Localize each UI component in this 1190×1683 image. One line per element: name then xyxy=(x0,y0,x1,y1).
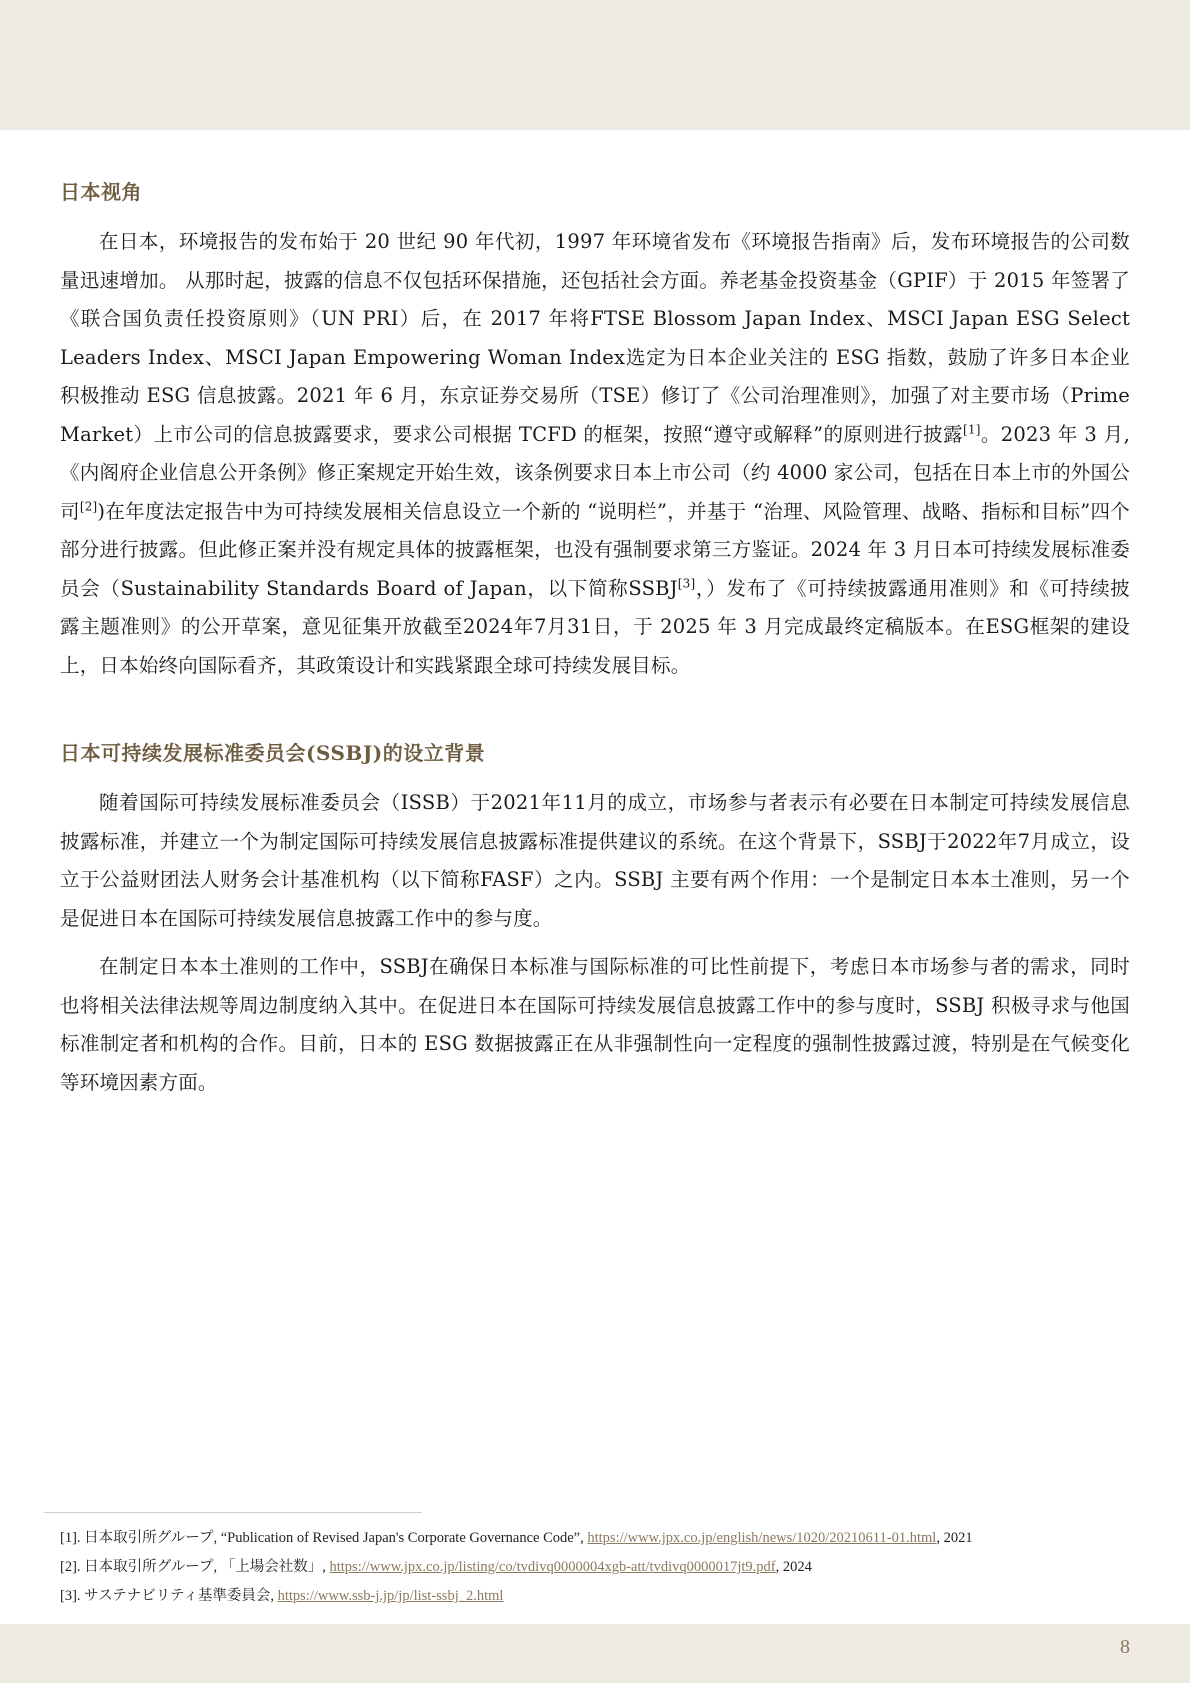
footnote-link[interactable]: https://www.ssb-j.jp/jp/list-ssbj_2.html xyxy=(277,1588,504,1604)
footnotes xyxy=(60,1524,1140,1611)
header-band xyxy=(0,0,1190,130)
footnote-link[interactable]: https://www.jpx.co.jp/english/news/1020/20210611-01.html xyxy=(587,1530,937,1546)
footnote-link[interactable]: https://www.jpx.co.jp/listing/co/tvdivq0000004xgb-att/tvdivq0000017jt9.pdf xyxy=(329,1559,776,1575)
footnote-1 xyxy=(60,1524,1140,1553)
section-heading-ssbj-background: 日本可持续发展标准委员会(SSBJ)的设立背景 xyxy=(60,741,486,765)
section-heading-japan-perspective: 日本视角 xyxy=(60,180,142,204)
paragraph-text: 在日本，环境报告的发布始于 20 世纪 90 年代初，1997 年环境省发布《环境报告指南》后，发布环境报告的公司数量迅速增加。 从那时起，披露的信息不仅包括环保措施，还包括社会方面。养老基金投资基金（GPIF）于 2015 年签署了《联合国负责任投资原则》（UN PRI）后，在 2017 年将FTSE Blossom Japan Index、MSCI Japan ESG Select Leaders Index、MSCI Japan Empowering Woman Index选定为日本企业关注的 ESG 指数，鼓励了许多日本企业积极推动 ESG 信息披露。2021 年 6 月，东京证券交易所（TSE）修订了《公司治理准则》，加强了对主要市场（Prime Market）上市公司的信息披露要求，要求公司根据 TCFD 的框架，按照“遵守或解释”的原则进行披露 xyxy=(60,230,1130,446)
footer-band xyxy=(0,1624,1190,1683)
footnote-ref-3[interactable]: [3] xyxy=(677,576,696,590)
footnote-text: [1]. 日本取引所グループ, “Publication of Revised Japan's Corporate Governance Code”, xyxy=(60,1530,588,1546)
page-number: 8 xyxy=(1120,1636,1130,1658)
paragraph-text: 。2023 年 3 月,《内阁府企业信息公开条例》修正案规定开始生效，该条例要求日本上市公司（约 4000 家公司，包括在日本上市的外国公司 xyxy=(60,422,1130,523)
footnote-text: [2]. 日本取引所グループ, 「上場会社数」, xyxy=(60,1559,330,1575)
paragraph-text: )在年度法定报告中为可持续发展相关信息设立一个新的 “说明栏”，并基于 “治理、风险管理、战略、指标和目标”四个部分进行披露。但此修正案并没有规定具体的披露框架，也没有强制要求第三方鉴证。2024 年 3 月日本可持续发展标准委员会（Sustainability Standards Board of Japan，以下简称SSBJ xyxy=(60,499,1130,600)
paragraph-ssbj-founding: 随着国际可持续发展标准委员会（ISSB）于2021年11月的成立，市场参与者表示有必要在日本制定可持续发展信息披露标准，并建立一个为制定国际可持续发展信息披露标准提供建议的系统。在这个背景下，SSBJ于2022年7月成立，设立于公益财团法人财务会计基准机构（以下简称FASF）之内。SSBJ 主要有两个作用：一个是制定日本本土准则，另一个是促进日本在国际可持续发展信息披露工作中的参与度。 xyxy=(60,791,1130,930)
footnote-divider xyxy=(44,1512,422,1513)
footnote-ref-2[interactable]: [2] xyxy=(79,499,98,513)
footnote-text: [3]. サステナビリティ基準委員会, xyxy=(60,1588,278,1604)
footnote-ref-1[interactable]: [1] xyxy=(963,422,981,436)
main-content xyxy=(60,172,1130,1102)
footnote-suffix: , 2021 xyxy=(936,1530,973,1546)
paragraph-japan-perspective xyxy=(60,223,1130,685)
paragraph-ssbj-work: 在制定日本本土准则的工作中，SSBJ在确保日本标准与国际标准的可比性前提下，考虑日本市场参与者的需求，同时也将相关法律法规等周边制度纳入其中。在促进日本在国际可持续发展信息披露工作中的参与度时，SSBJ 积极寻求与他国标准制定者和机构的合作。目前，日本的 ESG 数据披露正在从非强制性向一定程度的强制性披露过渡，特别是在气候变化等环境因素方面。 xyxy=(60,955,1130,1094)
paragraph-text: ，）发布了《可持续披露通用准则》和《可持续披露主题准则》的公开草案，意见征集开放截至2024年7月31日，于 2025 年 3 月完成最终定稿版本。在ESG框架的建设上，日本始终向国际看齐，其政策设计和实践紧跟全球可持续发展目标。 xyxy=(60,576,1130,677)
footnote-suffix: , 2024 xyxy=(775,1559,812,1575)
footnote-2 xyxy=(60,1553,1140,1582)
footnote-3 xyxy=(60,1582,1140,1611)
